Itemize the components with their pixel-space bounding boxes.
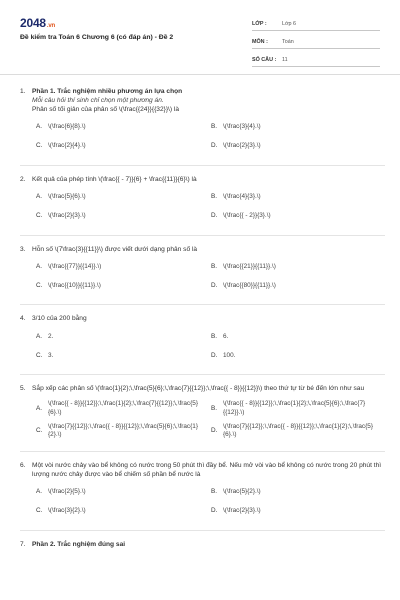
option-b[interactable]: [207, 486, 382, 500]
question-divider: [20, 235, 385, 236]
option-letter: A.: [36, 488, 43, 496]
option-b[interactable]: [207, 400, 382, 417]
option-text: \(\frac{7}{{12}};\,\frac{{ - 8}}{{12}};\,\frac{5}{6};\,\frac{1}{2}.\): [48, 422, 198, 439]
option-c[interactable]: [32, 423, 207, 440]
option-letter: C.: [36, 507, 43, 515]
option-letter: B.: [211, 488, 218, 496]
question-text: Hỗn số \(7\frac{3}{{11}}\) được viết dưới dạng phân số là: [32, 245, 198, 253]
option-text: \(\frac{5}{6}.\): [48, 193, 86, 201]
option-text: \(\frac{{21}}{{11}}.\): [223, 263, 276, 271]
option-letter: A.: [36, 263, 43, 271]
question-text: Một vòi nước chảy vào bể không có nước trong 50 phút thì đầy bể. Nếu mở vòi vào bể không có nước trong 20 phút thì lượng nước chảy được vào bể chiếm số phần bể nước là: [32, 461, 382, 478]
question-7: [20, 541, 385, 550]
question-number: 5.: [20, 385, 26, 393]
info-label: LỚP :: [252, 20, 267, 27]
option-letter: C.: [36, 426, 43, 434]
option-text: \(\frac{2}{3}.\): [223, 507, 261, 515]
option-c[interactable]: [32, 349, 207, 363]
option-letter: C.: [36, 282, 43, 290]
option-letter: A.: [36, 333, 43, 341]
info-value: Toán: [282, 38, 294, 45]
option-letter: B.: [211, 404, 218, 412]
question-text: Phân số tối giản của phân số \(\frac{{24}}{{32}}\) là: [32, 105, 180, 113]
option-d[interactable]: [207, 140, 382, 154]
option-letter: A.: [36, 404, 43, 412]
question-3: [20, 246, 385, 299]
option-a[interactable]: [32, 191, 207, 205]
question-list: [20, 88, 385, 549]
option-b[interactable]: [207, 330, 382, 344]
option-text: \(\frac{{10}}{{11}}.\): [48, 282, 101, 290]
option-letter: D.: [211, 212, 218, 220]
option-c[interactable]: [32, 505, 207, 519]
option-text: \(\frac{7}{{12}};\,\frac{{ - 8}}{{12}};\,\frac{1}{2};\,\frac{5}{6}.\): [223, 422, 373, 439]
question-divider: [20, 451, 385, 452]
question-1: [20, 88, 385, 159]
option-text: \(\frac{{ - 8}}{{12}};\,\frac{1}{2};\,\frac{7}{{12}};\,\frac{5}{6}.\): [48, 400, 198, 416]
option-d[interactable]: [207, 423, 382, 440]
option-text: \(\frac{{ - 2}}{3}.\): [223, 212, 271, 220]
question-divider: [20, 374, 385, 375]
info-row-class: [252, 16, 380, 31]
option-letter: D.: [211, 352, 218, 360]
site-logo[interactable]: [20, 15, 55, 31]
option-d[interactable]: [207, 349, 382, 363]
option-b[interactable]: [207, 121, 382, 135]
option-a[interactable]: [32, 486, 207, 500]
question-number: 2.: [20, 175, 26, 183]
question-number: 3.: [20, 245, 26, 253]
answer-options: [32, 121, 385, 159]
question-number: 1.: [20, 88, 26, 95]
exam-info-panel: [252, 16, 380, 70]
option-d[interactable]: [207, 279, 382, 293]
option-a[interactable]: [32, 260, 207, 274]
option-a[interactable]: [32, 400, 207, 417]
option-text: \(\frac{2}{5}.\): [48, 488, 86, 496]
question-2: [20, 176, 385, 229]
option-letter: B.: [211, 263, 218, 271]
option-letter: C.: [36, 212, 43, 220]
section-instruction: Mỗi câu hỏi thí sinh chỉ chọn một phương án.: [32, 96, 164, 104]
option-c[interactable]: [32, 279, 207, 293]
question-text: Kết quả của phép tính \(\frac{{ - 7}}{6} + \frac{{11}}{6}\) là: [32, 175, 197, 183]
option-text: \(\frac{4}{3}.\): [223, 193, 261, 201]
header-divider: [0, 74, 400, 75]
option-text: \(\frac{2}{3}.\): [223, 142, 261, 150]
question-text: 3/10 của 200 bằng: [32, 315, 87, 323]
option-text: \(\frac{3}{2}.\): [48, 507, 86, 515]
option-letter: A.: [36, 123, 43, 131]
option-text: \(\frac{3}{4}.\): [223, 123, 261, 131]
info-row-subject: [252, 34, 380, 49]
info-label: SỐ CÂU :: [252, 56, 277, 63]
option-text: \(\frac{{80}}{{11}}.\): [223, 282, 276, 290]
question-divider: [20, 530, 385, 531]
option-text: \(\frac{{77}}{{14}}.\): [48, 263, 102, 271]
option-text: \(\frac{6}{8}.\): [48, 123, 86, 131]
option-text: \(\frac{5}{2}.\): [223, 488, 261, 496]
question-4: [20, 315, 385, 368]
info-label: MÔN :: [252, 38, 268, 45]
option-letter: D.: [211, 507, 218, 515]
option-a[interactable]: [32, 330, 207, 344]
option-letter: D.: [211, 142, 218, 150]
option-text: 3.: [48, 352, 54, 360]
section-title: Phần 1. Trắc nghiệm nhiều phương án lựa chọn: [32, 88, 183, 95]
option-a[interactable]: [32, 121, 207, 135]
option-text: 100.: [223, 352, 236, 360]
option-letter: B.: [211, 193, 218, 201]
question-5: [20, 385, 385, 444]
question-6: [20, 462, 385, 524]
option-c[interactable]: [32, 210, 207, 224]
option-letter: B.: [211, 333, 218, 341]
option-b[interactable]: [207, 191, 382, 205]
answer-options: [32, 260, 385, 298]
question-number: 6.: [20, 461, 26, 469]
option-letter: D.: [211, 426, 218, 434]
question-text: Sắp xếp các phân số \(\frac{1}{2};\,\frac{5}{6};\,\frac{7}{{12}};\,\frac{{ - 8}}{{12}}\) theo thứ tự từ bé đến lớn như sau: [32, 385, 365, 393]
option-text: 6.: [223, 333, 229, 341]
answer-options: [32, 191, 385, 229]
question-divider: [20, 165, 385, 166]
logo-text: 2048: [20, 16, 46, 30]
info-row-question-count: [252, 52, 380, 67]
info-value: 11: [282, 56, 288, 63]
answer-options: [32, 330, 385, 368]
answer-options: [32, 400, 385, 445]
question-number: 4.: [20, 315, 26, 323]
question-number: 7.: [20, 540, 26, 548]
option-b[interactable]: [207, 260, 382, 274]
option-text: \(\frac{2}{4}.\): [48, 142, 86, 150]
option-text: \(\frac{2}{3}.\): [48, 212, 86, 220]
option-letter: C.: [36, 142, 43, 150]
option-text: 2.: [48, 333, 54, 341]
answer-options: [32, 486, 385, 524]
question-divider: [20, 304, 385, 305]
option-letter: C.: [36, 352, 43, 360]
option-text: \(\frac{{ - 8}}{{12}};\,\frac{1}{2};\,\frac{5}{6};\,\frac{7}{{12}}.\): [223, 400, 366, 416]
info-value: Lớp 6: [282, 20, 297, 27]
exam-title: Đề kiểm tra Toán 6 Chương 6 (có đáp án) - Đề 2: [20, 34, 174, 41]
option-letter: B.: [211, 123, 218, 131]
option-c[interactable]: [32, 140, 207, 154]
page-header: [0, 0, 400, 70]
section-title: Phần 2. Trắc nghiệm đúng sai: [32, 540, 126, 548]
option-letter: D.: [211, 282, 218, 290]
option-d[interactable]: [207, 505, 382, 519]
option-letter: A.: [36, 193, 43, 201]
option-d[interactable]: [207, 210, 382, 224]
logo-suffix: .vn: [46, 23, 55, 29]
